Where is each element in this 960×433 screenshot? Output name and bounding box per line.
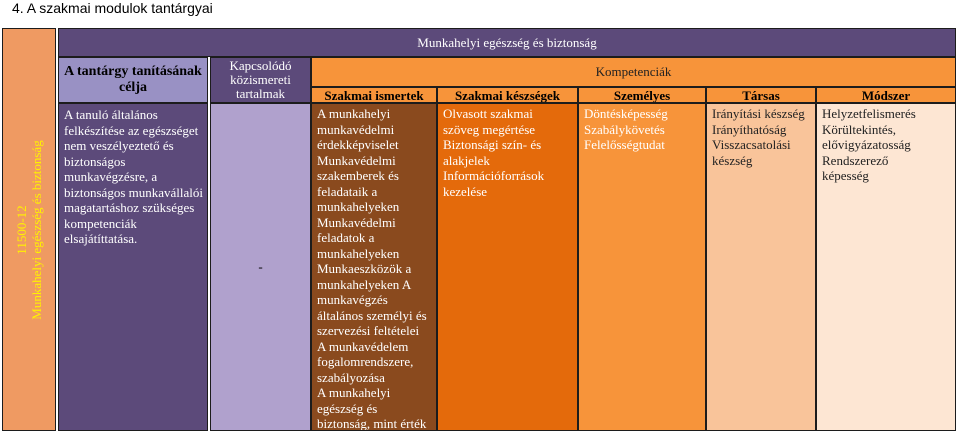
cell-line: Munkavédelmi (317, 214, 396, 230)
subheader-modszer: Módszer (816, 87, 956, 103)
col-tarsas (706, 103, 816, 431)
cell-line: alakjelek (443, 152, 490, 168)
cell-line: Felelősségtudat (584, 137, 665, 152)
cell-line: Visszacsatolási (712, 137, 791, 152)
section-heading: 4. A szakmai modulok tantárgyai (12, 0, 213, 16)
related-content-header: Kapcsolódó közismereti tartalmak (210, 57, 311, 103)
cell-line: munkahelyeken (317, 199, 400, 214)
cell-line: egészség és (317, 400, 378, 416)
cell-line: szervezési feltételei (317, 323, 420, 338)
col-szakmai-ismeretek (311, 103, 437, 431)
module-title: Munkahelyi egészség és biztonság (58, 28, 956, 57)
cell-line: feladatok a (317, 230, 375, 245)
cell-line: Körültekintés, (822, 121, 897, 137)
module-code-cell (2, 28, 56, 431)
cell-line: munkavégzés (317, 292, 388, 307)
cell-line: Munkaeszközök a (317, 261, 412, 276)
goal-text: A tanuló általános felkészítése az egészséget nem veszélyeztető és biztonságos munkavégzésre, a biztonságos munkavállalói magatartáshoz szükséges kompetenciák elsajátíttatása. (58, 103, 208, 431)
cell-line: Döntésképesség (584, 106, 668, 121)
cell-line: általános személyi és (317, 307, 427, 323)
cell-line: elővigyázatosság (822, 137, 911, 152)
col-szemelyes (578, 103, 706, 431)
cell-line: Irányítási készség (712, 106, 805, 121)
subheader-szakmai-keszsegek: Szakmai készségek (437, 87, 578, 103)
goal-header: A tantárgy tanításának célja (58, 57, 208, 103)
cell-line: A munkahelyi (317, 106, 391, 121)
cell-line: készség (712, 152, 753, 168)
cell-line: szakemberek és (317, 168, 399, 183)
cell-line: fogalomrendszere, (317, 354, 414, 369)
cell-line: biztonság, mint érték (317, 416, 427, 431)
col-szakmai-keszsegek (437, 103, 578, 431)
cell-line: érdekképviselet (317, 137, 399, 152)
cell-line: Szabálykövetés (584, 121, 665, 137)
subheader-szakmai-ismeretek: Szakmai ismertek (311, 87, 437, 103)
cell-line: Helyzetfelismerés (822, 106, 916, 121)
col-modszer (816, 103, 956, 431)
cell-line: szöveg megértése (443, 121, 536, 137)
cell-line: Információforrások (443, 168, 545, 183)
cell-line: feladataik a (317, 183, 378, 199)
related-content-value: - (210, 103, 311, 431)
cell-line: munkahelyeken A (317, 276, 412, 292)
cell-line: Rendszerező (822, 152, 889, 168)
subheader-szemelyes: Személyes (578, 87, 706, 103)
module-code: 11500-12 (14, 204, 29, 255)
cell-line: A munkahelyi (317, 385, 391, 400)
cell-line: Biztonsági szín- és (443, 137, 542, 152)
cell-line: A munkavédelem (317, 338, 409, 354)
cell-line: kezelése (443, 183, 488, 199)
cell-line: képesség (822, 168, 869, 183)
cell-line: munkavédelmi (317, 121, 395, 137)
cell-line: Irányíthatóság (712, 121, 787, 137)
cell-line: Olvasott szakmai (443, 106, 533, 121)
cell-line: munkahelyeken (317, 245, 400, 261)
cell-line: szabályozása (317, 369, 385, 385)
module-name-vertical: Munkahelyi egészség és biztonság (29, 139, 44, 320)
cell-line: Munkavédelmi (317, 152, 396, 168)
subheader-tarsas: Társas (706, 87, 816, 103)
competencies-header: Kompetenciák (311, 57, 956, 87)
module-code-label (14, 30, 44, 430)
